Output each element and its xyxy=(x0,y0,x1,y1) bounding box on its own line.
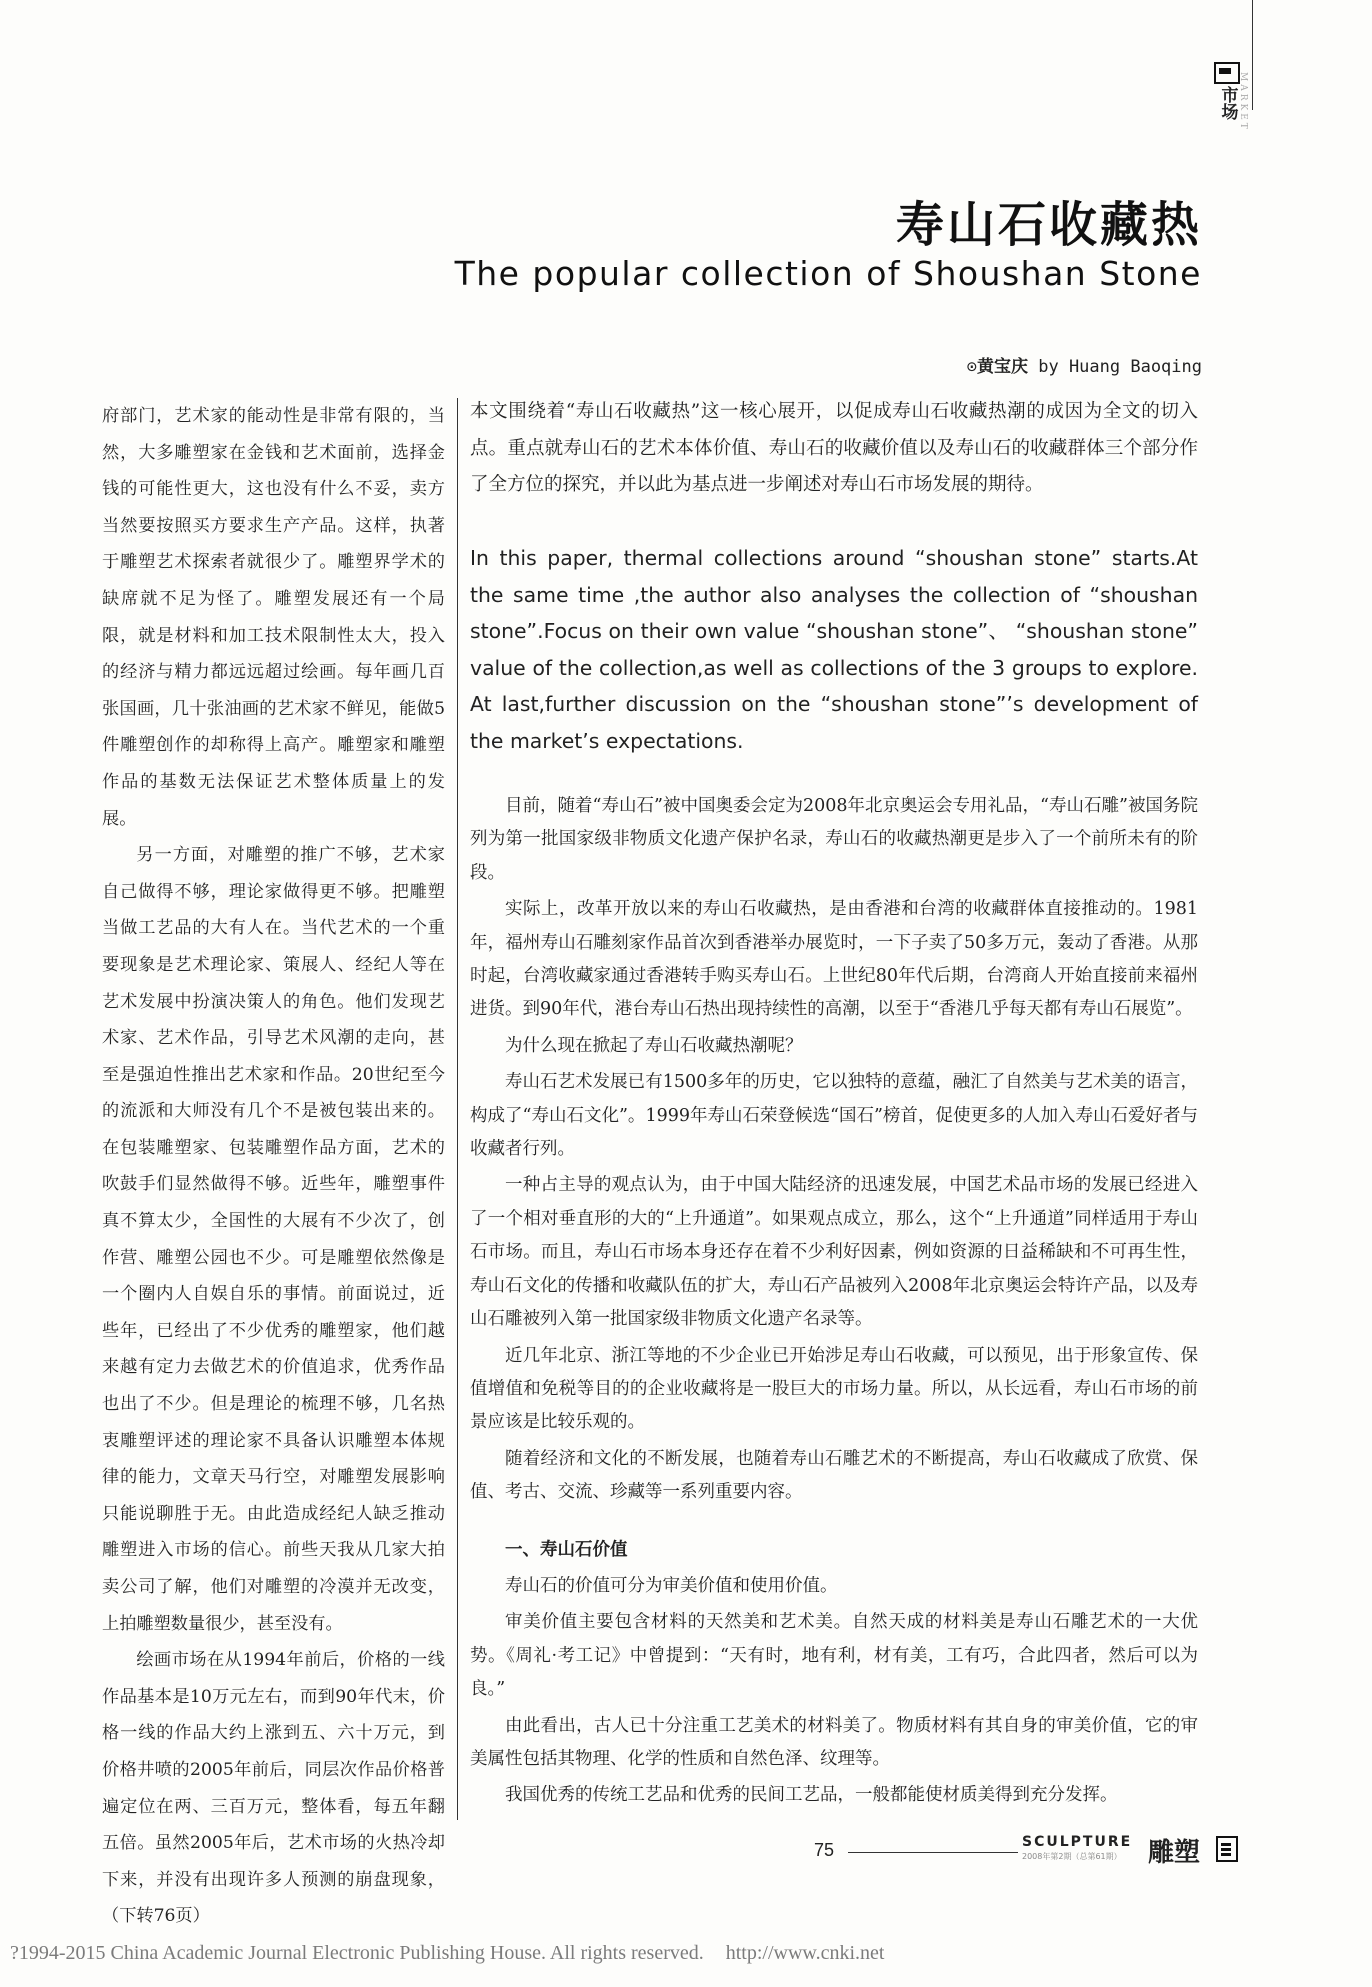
author-name-en: by Huang Baoqing xyxy=(1028,357,1202,377)
column-divider xyxy=(457,398,458,1820)
page-number: 75 xyxy=(814,1840,835,1860)
folio-rule xyxy=(848,1852,1018,1853)
abstract-en: In this paper, thermal collections around “shoushan stone” starts.At the same time ,the author also analyses the collection of “shoushan stone”.Focus on their own value “shoushan stone”、 “shoushan stone” value of the collection,as well as collections of the 3 groups to explore. At last,further discussion on the “shoushan stone”’s development of the market’s expectations. xyxy=(470,546,1198,753)
body-paragraph: 实际上，改革开放以来的寿山石收藏热，是由香港和台湾的收藏群体直接推动的。1981年，福州寿山石雕刻家作品首次到香港举办展览时，一下子卖了50多万元，轰动了香港。从那时起，台湾收藏家通过香港转手购买寿山石。上世纪80年代后期，台湾商人开始直接前来福州进货。到90年代，港台寿山石热出现持续性的高潮，以至于“香港几乎每天都有寿山石展览”。 xyxy=(470,899,1198,1020)
left-paragraph: 绘画市场在从1994年前后，价格的一线作品基本是10万元左右，而到90年代末，价格一线的作品大约上涨到五、六十万元，到价格井喷的2005年前后，同层次作品价格普遍定位在两、三百万元，整体看，每五年翻五倍。虽然2005年后，艺术市场的火热冷却下来，并没有出现许多人预测的崩盘现象，（下转76页） xyxy=(102,1650,445,1927)
section-paragraph: 我国优秀的传统工艺品和优秀的民间工艺品，一般都能使材质美得到充分发挥。 xyxy=(505,1785,1118,1806)
top-right-rule xyxy=(1252,0,1253,110)
article-title-en: The popular collection of Shoushan Stone xyxy=(454,254,1202,293)
magazine-issue: 2008年第2期（总第61期） xyxy=(1022,1852,1122,1861)
copyright-text: ?1994-2015 China Academic Journal Electronic Publishing House. All rights reserved. xyxy=(10,1942,704,1964)
magazine-logo-icon xyxy=(1216,1836,1238,1862)
section-tag-label: 市场 xyxy=(1217,86,1238,120)
section-tag xyxy=(1212,62,1248,132)
body-paragraph: 目前，随着“寿山石”被中国奥委会定为2008年北京奥运会专用礼品，“寿山石雕”被国务院列为第一批国家级非物质文化遗产保护名录，寿山石的收藏热潮更是步入了一个前所未有的阶段。 xyxy=(470,796,1198,883)
section-tag-en: MARKET xyxy=(1238,72,1248,132)
magazine-name-zh: 雕塑 xyxy=(1148,1838,1201,1868)
left-paragraph: 另一方面，对雕塑的推广不够，艺术家自己做得不够，理论家做得更不够。把雕塑当做工艺品的大有人在。当代艺术的一个重要现象是艺术理论家、策展人、经纪人等在艺术发展中扮演决策人的角色。他们发现艺术家、艺术作品，引导艺术风潮的走向，甚至是强迫性推出艺术家和作品。20世纪至今的流派和大师没有几个不是被包装出来的。在包装雕塑家、包装雕塑作品方面，艺术的吹鼓手们显然做得不够。近些年，雕塑事件真不算太少，全国性的大展有不少次了，创作营、雕塑公园也不少。可是雕塑依然像是一个圈内人自娱自乐的事情。前面说过，近些年，已经出了不少优秀的雕塑家，他们越来越有定力去做艺术的价值追求，优秀作品也出了不少。但是理论的梳理不够，几名热衷雕塑评述的理论家不具备认识雕塑本体规律的能力，文章天马行空，对雕塑发展影响只能说聊胜于无。由此造成经纪人缺乏推动雕塑进入市场的信心。前些天我从几家大拍卖公司了解，他们对雕塑的冷漠并无改变，上拍雕塑数量很少，甚至没有。 xyxy=(102,845,445,1634)
section-paragraph: 由此看出，古人已十分注重工艺美术的材料美了。物质材料有其自身的审美价值，它的审美属性包括其物理、化学的性质和自然色泽、纹理等。 xyxy=(470,1715,1198,1769)
left-paragraph: 府部门，艺术家的能动性是非常有限的，当然，大多雕塑家在金钱和艺术面前，选择金钱的可能性更大，这也没有什么不妥，卖方当然要按照买方要求生产产品。这样，执著于雕塑艺术探索者就很少了。雕塑界学术的缺席就不足为怪了。雕塑发展还有一个局限，就是材料和加工技术限制性太大，投入的经济与精力都远远超过绘画。每年画几百张国画，几十张油画的艺术家不鲜见，能做5件雕塑创作的却称得上高产。雕塑家和雕塑作品的基数无法保证艺术整体质量上的发展。 xyxy=(102,406,445,829)
author-mark: ⊙ xyxy=(966,357,977,377)
body-paragraph: 为什么现在掀起了寿山石收藏热潮呢？ xyxy=(505,1035,803,1056)
abstract-zh: 本文围绕着“寿山石收藏热”这一核心展开，以促成寿山石收藏热潮的成因为全文的切入点。重点就寿山石的艺术本体价值、寿山石的收藏价值以及寿山石的收藏群体三个部分作了全方位的探究，并以此为基点进一步阐述对寿山石市场发展的期待。 xyxy=(470,401,1198,495)
section-heading: 一、寿山石价值 xyxy=(505,1539,628,1560)
article-title-zh: 寿山石收藏热 xyxy=(895,197,1202,253)
magazine-name-en: SCULPTURE xyxy=(1022,1834,1133,1850)
section-paragraph: 寿山石的价值可分为审美价值和使用价值。 xyxy=(505,1575,838,1596)
main-body xyxy=(470,790,1198,1816)
body-paragraph: 寿山石艺术发展已有1500多年的历史，它以独特的意蕴，融汇了自然美与艺术美的语言，构成了“寿山石文化”。1999年寿山石荣登候选“国石”榜首，促使更多的人加入寿山石爱好者与收藏者行列。 xyxy=(470,1072,1198,1160)
left-column xyxy=(102,398,445,1935)
section-paragraph: 审美价值主要包含材料的天然美和艺术美。自然天成的材料美是寿山石雕艺术的一大优势。《周礼·考工记》中曾提到：“天有时，地有利，材有美，工有巧，合此四者，然后可以为良。” xyxy=(470,1612,1198,1700)
section-icon xyxy=(1214,62,1240,84)
body-paragraph: 一种占主导的观点认为，由于中国大陆经济的迅速发展，中国艺术品市场的发展已经进入了一个相对垂直形的大的“上升通道”。如果观点成立，那么，这个“上升通道”同样适用于寿山石市场。而且，寿山石市场本身还存在着不少利好因素，例如资源的日益稀缺和不可再生性，寿山石文化的传播和收藏队伍的扩大，寿山石产品被列入2008年北京奥运会特许产品，以及寿山石雕被列入第一批国家级非物质文化遗产名录等。 xyxy=(470,1175,1198,1330)
copyright-footer xyxy=(10,1942,884,1965)
body-paragraph: 近几年北京、浙江等地的不少企业已开始涉足寿山石收藏，可以预见，出于形象宣传、保值增值和免税等目的的企业收藏将是一股巨大的市场力量。所以，从长远看，寿山石市场的前景应该是比较乐观的。 xyxy=(470,1345,1198,1433)
author-line xyxy=(967,352,1202,377)
author-name-zh: 黄宝庆 xyxy=(977,357,1028,377)
body-paragraph: 随着经济和文化的不断发展，也随着寿山石雕艺术的不断提高，寿山石收藏成了欣赏、保值、考古、交流、珍藏等一系列重要内容。 xyxy=(470,1448,1198,1503)
footer-url: http://www.cnki.net xyxy=(725,1942,885,1964)
